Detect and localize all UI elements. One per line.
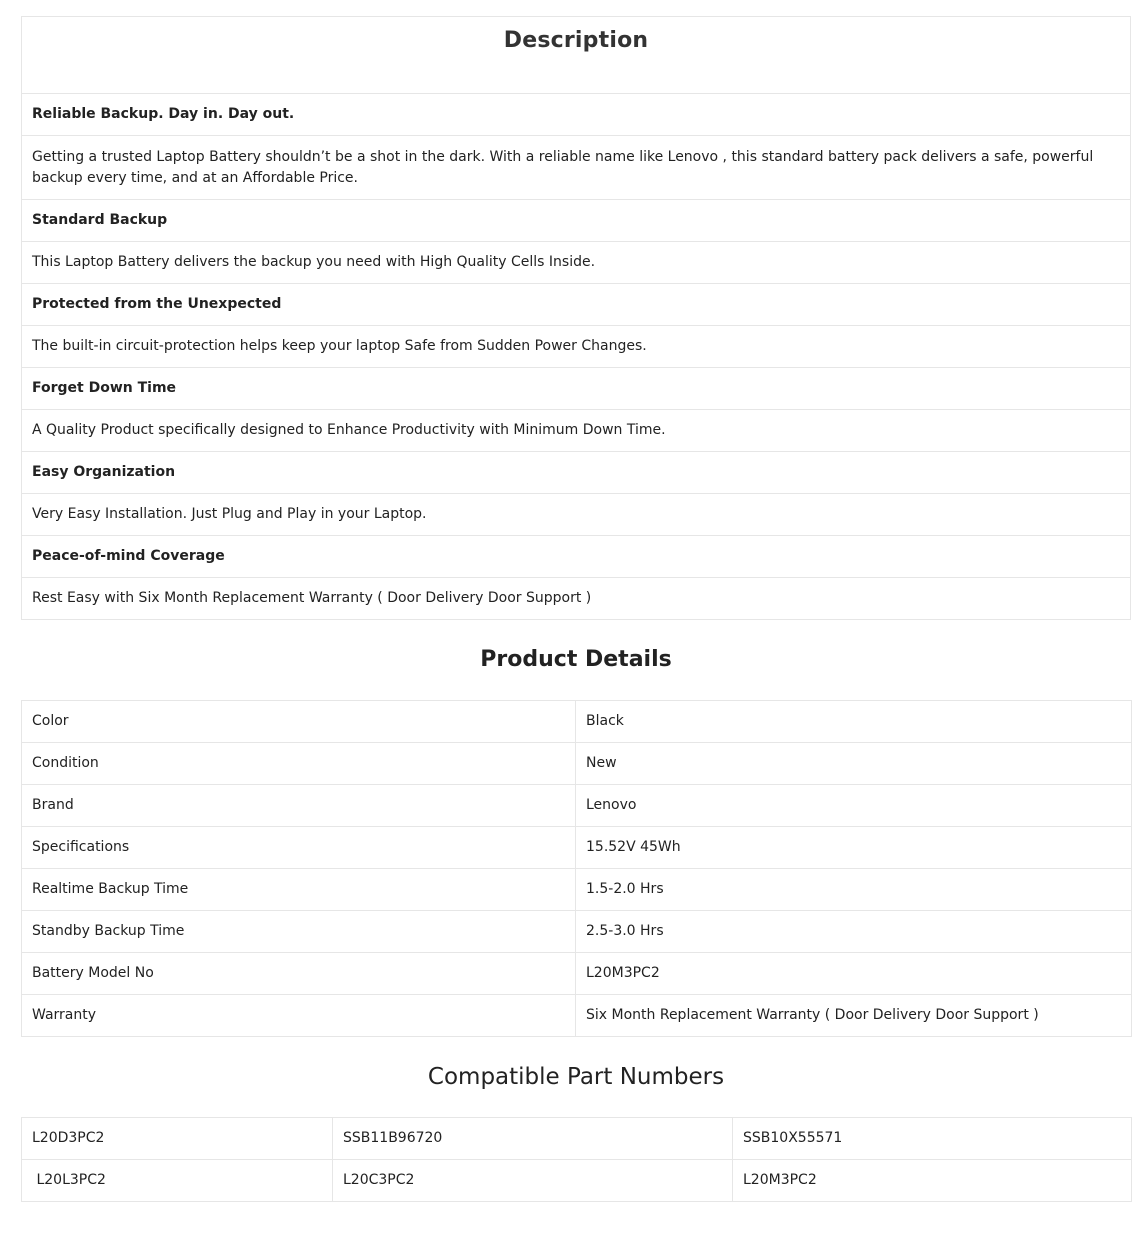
part-number-cell: L20C3PC2 bbox=[333, 1160, 733, 1202]
details-label: Specifications bbox=[22, 827, 576, 869]
details-label: Warranty bbox=[22, 995, 576, 1037]
description-row bbox=[22, 136, 1131, 200]
details-row bbox=[22, 701, 1132, 743]
details-row bbox=[22, 785, 1132, 827]
part-number-cell: L20L3PC2 bbox=[22, 1160, 333, 1202]
part-number-cell: SSB11B96720 bbox=[333, 1118, 733, 1160]
details-label: Brand bbox=[22, 785, 576, 827]
part-number-cell: SSB10X55571 bbox=[733, 1118, 1132, 1160]
parts-row bbox=[22, 1160, 1132, 1202]
description-row bbox=[22, 94, 1131, 136]
description-heading: Forget Down Time bbox=[22, 368, 1131, 410]
details-label: Condition bbox=[22, 743, 576, 785]
description-row bbox=[22, 368, 1131, 410]
description-text: A Quality Product specifically designed to Enhance Productivity with Minimum Down Time. bbox=[22, 410, 1131, 452]
details-value: New bbox=[576, 743, 1132, 785]
details-row bbox=[22, 869, 1132, 911]
part-number-cell: L20M3PC2 bbox=[733, 1160, 1132, 1202]
part-number-cell: L20D3PC2 bbox=[22, 1118, 333, 1160]
details-value: L20M3PC2 bbox=[576, 953, 1132, 995]
details-value: Black bbox=[576, 701, 1132, 743]
description-text: The built-in circuit-protection helps keep your laptop Safe from Sudden Power Changes. bbox=[22, 326, 1131, 368]
details-value: 15.52V 45Wh bbox=[576, 827, 1132, 869]
details-row bbox=[22, 953, 1132, 995]
description-heading: Peace-of-mind Coverage bbox=[22, 536, 1131, 578]
details-value: Six Month Replacement Warranty ( Door Delivery Door Support ) bbox=[576, 995, 1132, 1037]
description-row bbox=[22, 284, 1131, 326]
details-label: Realtime Backup Time bbox=[22, 869, 576, 911]
description-row bbox=[22, 578, 1131, 620]
description-row bbox=[22, 494, 1131, 536]
details-value: 1.5-2.0 Hrs bbox=[576, 869, 1132, 911]
description-text: Rest Easy with Six Month Replacement Warranty ( Door Delivery Door Support ) bbox=[22, 578, 1131, 620]
description-text: Very Easy Installation. Just Plug and Play in your Laptop. bbox=[22, 494, 1131, 536]
description-heading: Easy Organization bbox=[22, 452, 1131, 494]
description-heading: Protected from the Unexpected bbox=[22, 284, 1131, 326]
description-row bbox=[22, 410, 1131, 452]
details-row bbox=[22, 827, 1132, 869]
details-value: 2.5-3.0 Hrs bbox=[576, 911, 1132, 953]
description-table bbox=[21, 16, 1131, 620]
details-value: Lenovo bbox=[576, 785, 1132, 827]
details-label: Standby Backup Time bbox=[22, 911, 576, 953]
product-description-page bbox=[21, 16, 1131, 1202]
description-header-row bbox=[22, 17, 1131, 94]
compatible-parts-table bbox=[21, 1117, 1132, 1202]
description-row bbox=[22, 452, 1131, 494]
description-text: This Laptop Battery delivers the backup you need with High Quality Cells Inside. bbox=[22, 242, 1131, 284]
description-title: Description bbox=[503, 28, 649, 53]
details-label: Color bbox=[22, 701, 576, 743]
details-row bbox=[22, 743, 1132, 785]
details-row bbox=[22, 911, 1132, 953]
compatible-parts-title: Compatible Part Numbers bbox=[427, 1064, 725, 1090]
product-details-table bbox=[21, 700, 1132, 1037]
description-row bbox=[22, 326, 1131, 368]
description-row bbox=[22, 242, 1131, 284]
details-label: Battery Model No bbox=[22, 953, 576, 995]
description-heading: Reliable Backup. Day in. Day out. bbox=[22, 94, 1131, 136]
parts-row bbox=[22, 1118, 1132, 1160]
description-row bbox=[22, 536, 1131, 578]
description-heading: Standard Backup bbox=[22, 200, 1131, 242]
description-text: Getting a trusted Laptop Battery shouldn’t be a shot in the dark. With a reliable name like Lenovo , this standard battery pack delivers a safe, powerful backup every time, and at an Affordable Price. bbox=[22, 136, 1131, 200]
description-header-cell bbox=[22, 17, 1131, 94]
details-row bbox=[22, 995, 1132, 1037]
product-details-title: Product Details bbox=[480, 647, 672, 672]
description-row bbox=[22, 200, 1131, 242]
